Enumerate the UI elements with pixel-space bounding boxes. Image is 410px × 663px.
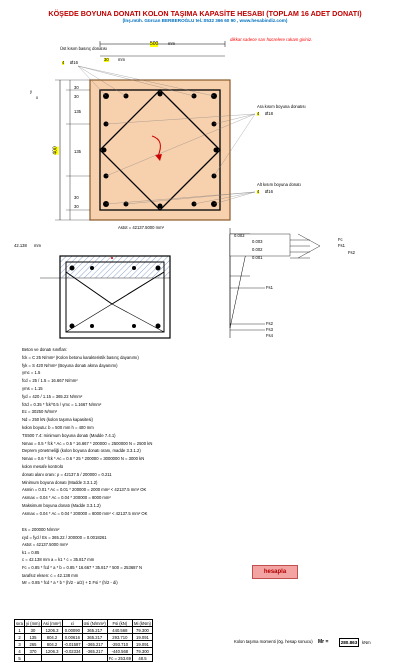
calc-line: TS500 7.4: minimum boyuna donatı (Madde 7.4.1) (22, 432, 116, 438)
strain-2: 0.002 (252, 247, 263, 252)
table-cell: 804.2 (41, 641, 62, 648)
table-cell (82, 655, 107, 662)
table-cell: -293.710 (107, 641, 132, 648)
table-cell: 135 (24, 634, 41, 641)
table-cell: 365.217 (82, 634, 107, 641)
calc-line: fcd = 25 / 1.5 = 16.667 N/mm² (22, 378, 78, 384)
force-fc: Fc (338, 237, 343, 242)
calc-line: fck = C 25 N/mm² (Kolon betonu karakteristik basınç dayanımı) (22, 354, 139, 360)
table-cell: 370 (24, 648, 41, 655)
calc-line: Nmax = 0.6 * fck * Ac = 0.6 * 25 * 200000 = 3000000 N = 3000 kN (22, 456, 145, 462)
dim-label-5: 30 (74, 195, 79, 200)
calc-line: kolon mesafe kontrolü (22, 464, 63, 469)
table-cell: 1206.3 (41, 648, 62, 655)
table-header: yi (mm) (25, 620, 40, 626)
x-axis-label: x (36, 95, 39, 100)
calculate-button[interactable]: hesapla (252, 565, 298, 579)
dim-label-4: 135 (74, 149, 81, 154)
calc-line: γms = 1.15 (22, 386, 43, 391)
table-header: Mi (kNm) (133, 620, 151, 626)
calc-line: Deprem yönetmeliği (kolon boyuna donatı oranı, madde 3.3.1.2) (22, 448, 141, 454)
table-cell: 265 (24, 641, 41, 648)
neutral-axis-unit: mm (34, 243, 41, 248)
table-cell (63, 655, 83, 662)
calc-line: Maksimum boyuna donatı (Madde 3.3.1.2) (22, 503, 101, 508)
table-cell: 19.091 (132, 634, 152, 641)
calc-line: Nd = 250 kN (kolon taşıma kapasitesi) (22, 417, 93, 423)
calc-line: c = 42.138 mm a = k1 * c = 35.817 mm (22, 557, 95, 563)
calc-line: tarafsız eksen: c = 42.138 mm (22, 572, 79, 578)
calc-line: Minimum boyuna donatı (Madde 3.3.1.2) (22, 479, 98, 485)
table-cell: 79.300 (132, 627, 152, 634)
dim-label-2: 30 (74, 94, 79, 99)
table-cell: 1 (15, 627, 25, 634)
mid-bar-size: Ø18 (265, 111, 273, 116)
moment-unit: kNm (362, 640, 371, 645)
table-cell: 1206.3 (41, 627, 62, 634)
table-row (15, 627, 153, 634)
table-cell: -0.02334 (64, 648, 81, 654)
calc-line: Fc = 0.85 * fcd * a * b = 0.85 * 16.667 * 35.817 * 500 = 253687 N (22, 565, 143, 570)
calc-line: donatı alanı oranı: ρ = 42137.5 / 200000 = 0.211 (22, 471, 112, 477)
calc-line: fyk = S 420 N/mm² (Boyuna donatı akma dayanımı) (22, 362, 118, 368)
table-cell: Fc = 253.69 (108, 655, 131, 661)
table-header: σsi (N/mm²) (83, 620, 106, 626)
bot-bar-size: Ø16 (265, 189, 273, 194)
table-cell: 2 (15, 634, 25, 641)
table-cell: 293.710 (107, 634, 132, 641)
calc-line: Asmax = 0.04 * Ac = 0.04 * 200000 = 8000 mm² < 42137.5 mm² OK (22, 510, 148, 516)
table-row (15, 655, 153, 662)
table-cell: 5 (15, 655, 25, 662)
steel-area-text: Astot = 42137.5000 mm² (118, 225, 164, 230)
neutral-axis-depth: 42.138 (14, 243, 27, 248)
table-header: Fsi (kN) (107, 620, 132, 627)
mid-bar-label: Ara kısım boyuna donatısı (257, 104, 306, 109)
moment-symbol: Mr = (318, 639, 329, 645)
table-cell: 79.300 (132, 648, 152, 655)
strain-top: 0.003 (234, 233, 245, 238)
table-row (15, 641, 153, 648)
calc-line: Beton ve donatı sınıfları: (22, 347, 68, 352)
label-fs2: Fs2 (266, 321, 273, 326)
table-cell: 0.00090 (63, 627, 83, 634)
table-cell: 440.568 (107, 627, 132, 634)
table-cell: -440.568 (107, 648, 132, 655)
calc-line: Nmax = 0.5 * fck * Ac = 0.5 * 16.667 * 200000 = 2500000 N = 2500 kN (22, 440, 153, 446)
calc-line: γmc = 1.5 (22, 370, 41, 376)
calc-line: Es = 200000 N/mm² (22, 527, 60, 532)
table-header: εi (63, 620, 83, 627)
table-cell: 19.091 (132, 641, 152, 648)
calc-line: fyd = 420 / 1.15 = 365.22 N/mm² (22, 393, 83, 399)
table-cell (24, 655, 41, 662)
strain-3: 0.001 (252, 255, 263, 260)
y-axis-label: y (30, 89, 33, 94)
moment-capacity-value: 280.863 (340, 640, 358, 645)
table-cell: -365.217 (82, 648, 107, 655)
dim-label-6: 30 (74, 204, 79, 209)
table-cell: 4 (15, 648, 25, 655)
page-subtitle: (İnş.müh. Gürcan BERBEROĞLU tel.:0532 366 60 90 , www.hesabindiz.com) (122, 18, 288, 23)
table-cell: -0.01587 (64, 641, 81, 647)
calc-line: Asmin = 0.01 * Ac = 0.01 * 200000 = 2000 mm² < 42137.5 mm² OK (22, 487, 147, 493)
calc-line: fctd = 0.35 * fck^0.5 / γmc = 1.1667 N/mm² (22, 401, 102, 407)
section-width[interactable]: 500 (150, 41, 159, 47)
cover-unit: mm (118, 57, 125, 62)
table-cell: 804.2 (41, 634, 62, 641)
calc-line: Ec = 30250 N/mm² (22, 409, 58, 415)
page-title: KÖŞEDE BOYUNA DONATI KOLON TAŞIMA KAPASİTE HESABI (TOPLAM 16 ADET DONATI) (48, 9, 362, 18)
label-fs1: Fs1 (266, 285, 273, 290)
force-fs2: Fs2 (348, 250, 355, 255)
table-cell: 365.217 (82, 627, 107, 634)
calc-line: εyd = fyd / Es = 365.22 / 200000 = 0.0018261 (22, 534, 107, 540)
calc-line: Astot = 42137.5000 mm² (22, 542, 68, 548)
section-height[interactable]: 400 (52, 146, 59, 155)
mid-bar-count[interactable]: 4 (257, 111, 260, 116)
dim-label-3: 135 (74, 109, 81, 114)
label-fs3: Fs3 (266, 327, 273, 332)
table-cell: -365.217 (82, 641, 107, 648)
calc-line: kolon boyutu: b = 500 mm h = 400 mm (22, 425, 94, 430)
calc-line: Mr = 0.85 * fcd * a * b * (h/2 - a/2) + Σ Fsi * (h/2 - di) (22, 580, 118, 586)
section-width-unit: mm (168, 41, 175, 46)
top-bar-size: Ø16 (70, 60, 78, 65)
bot-bar-label: Alt kısım boyuna donatı (257, 182, 301, 187)
results-table (14, 619, 153, 662)
table-row (15, 634, 153, 641)
moment-capacity-label: Kolon taşıma momenti (ög. hesap sonucu) (234, 639, 313, 644)
compression-zone (60, 256, 170, 278)
column-section-drawing (0, 28, 410, 348)
table-cell: 48.5 (132, 655, 152, 662)
cover-input[interactable]: 30 (104, 57, 109, 62)
table-header: sıra (16, 620, 23, 626)
label-fs4: Fs4 (266, 333, 273, 338)
calc-line: k1 = 0.85 (22, 549, 40, 555)
table-cell (41, 655, 62, 662)
top-bar-label: Üst kısım basınç donatısı (60, 46, 108, 51)
table-cell: 30 (24, 627, 41, 634)
calc-line: Asmax = 0.04 * Ac = 0.04 * 200000 = 8000 mm² (22, 495, 111, 501)
input-note: dikkat sadece sarı hücrelere rakam giriniz. (230, 37, 313, 42)
bot-bar-count[interactable]: 4 (257, 189, 260, 194)
dim-label-1: 30 (74, 85, 79, 90)
table-cell: 0.00616 (63, 634, 83, 641)
force-fs1: Fs1 (338, 243, 345, 248)
table-cell: 3 (15, 641, 25, 648)
table-row (15, 648, 153, 655)
table-header: Asi (mm²) (42, 620, 62, 626)
strain-1: 0.003 (252, 239, 263, 244)
top-bar-count[interactable]: 4 (62, 60, 65, 65)
